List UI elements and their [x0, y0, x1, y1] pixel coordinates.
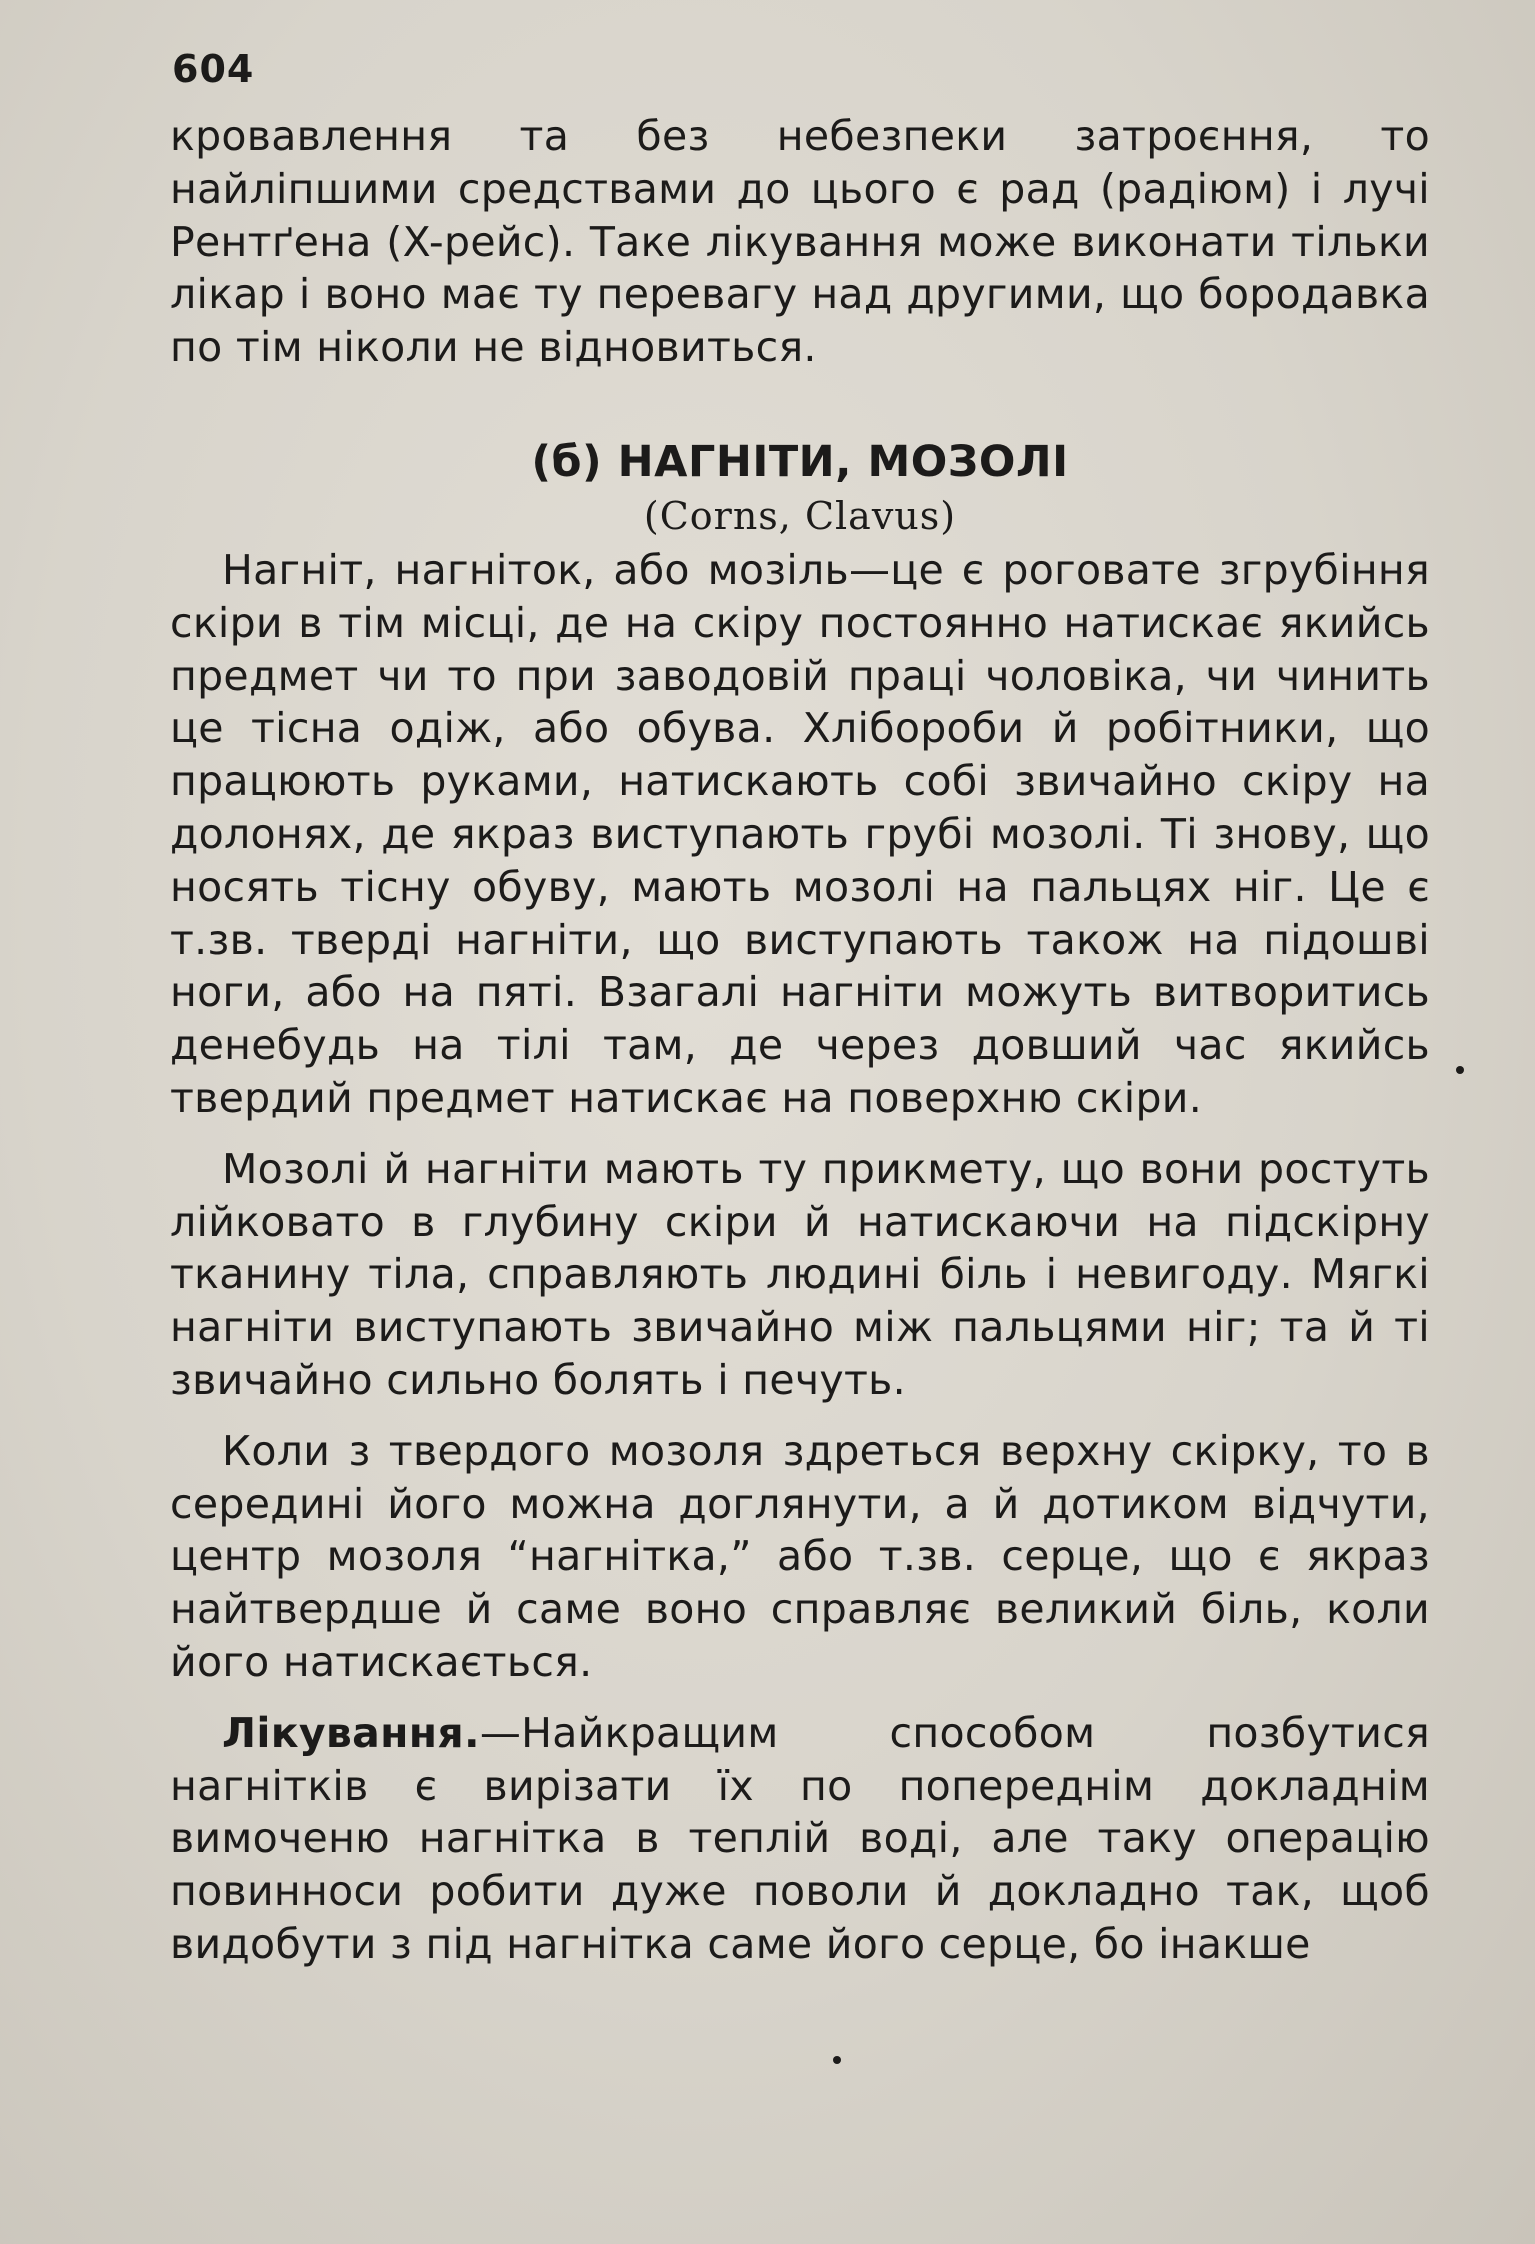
- paragraph-continued: кровавлення та без небезпеки затроєння, то найліпшими средствами до цього є рад (радіюм) і лучі Рентґена (X-рейс). Таке лікування може виконати тільки лікар і воно має ту перевагу над другими, що бородавка по тім ніколи не відновиться.: [170, 112, 1430, 372]
- section-title: (б) НАГНІТИ, МОЗОЛІ: [531, 436, 1069, 487]
- paragraph-corns-definition: Нагніт, нагніток, або мозіль—це є роговате згрубіння скіри в тім місці, де на скіру постоянно натискає якийсь предмет чи то при заводовій праці чоловіка, чи чинить це тісна одіж, або обува. Хлібороби й робітники, що працюють руками, натискають собі звичайно скіру на долонях, де якраз виступають грубі мозолі. Ті знову, що носять тісну обуву, мають мозолі на пальцях ніг. Це є т.зв. тверді нагніти, що виступають також на підошві ноги, або на пяті. Взагалі нагніти можуть витворитись денебудь на тілі там, де через довший час якийсь твердий предмет натискає на поверхню скіри.: [170, 545, 1430, 1122]
- paragraph-corns-center: Коли з твердого мозоля здреться верхну скірку, то в середині його можна доглянути, а й дотиком відчути, центр мозоля “нагнітка,” або т.зв. серце, що є якраз найтвердше й саме воно справляє великий біль, коли його натискається.: [170, 1426, 1430, 1686]
- page-number: 604: [172, 47, 255, 91]
- treatment-lead: Лікування.: [222, 1708, 480, 1757]
- ink-speck: [1456, 1066, 1464, 1074]
- paragraph-treatment: [170, 1707, 1430, 1971]
- section-subtitle: (Corns, Clavus): [643, 493, 957, 538]
- paragraph-corns-growth: Мозолі й нагніти мають ту прикмету, що вони ростуть лійковато в глубину скіри й натискаючи на підскірну тканину тіла, справляють людині біль і невигоду. Мягкі нагніти виступають звичайно між пальцями ніг; та й ті звичайно сильно болять і печуть.: [170, 1144, 1430, 1404]
- ink-speck: [833, 2056, 841, 2064]
- treatment-text: —Найкращим способом позбутися нагнітків є вирізати їх по попереднім докладнім вимоченю нагнітка в теплій воді, але таку операцію повинноси робити дуже поволи й докладно так, щоб видобути з під нагнітка саме його серце, бо інакше: [170, 1708, 1430, 1968]
- page-text: [170, 47, 1430, 1971]
